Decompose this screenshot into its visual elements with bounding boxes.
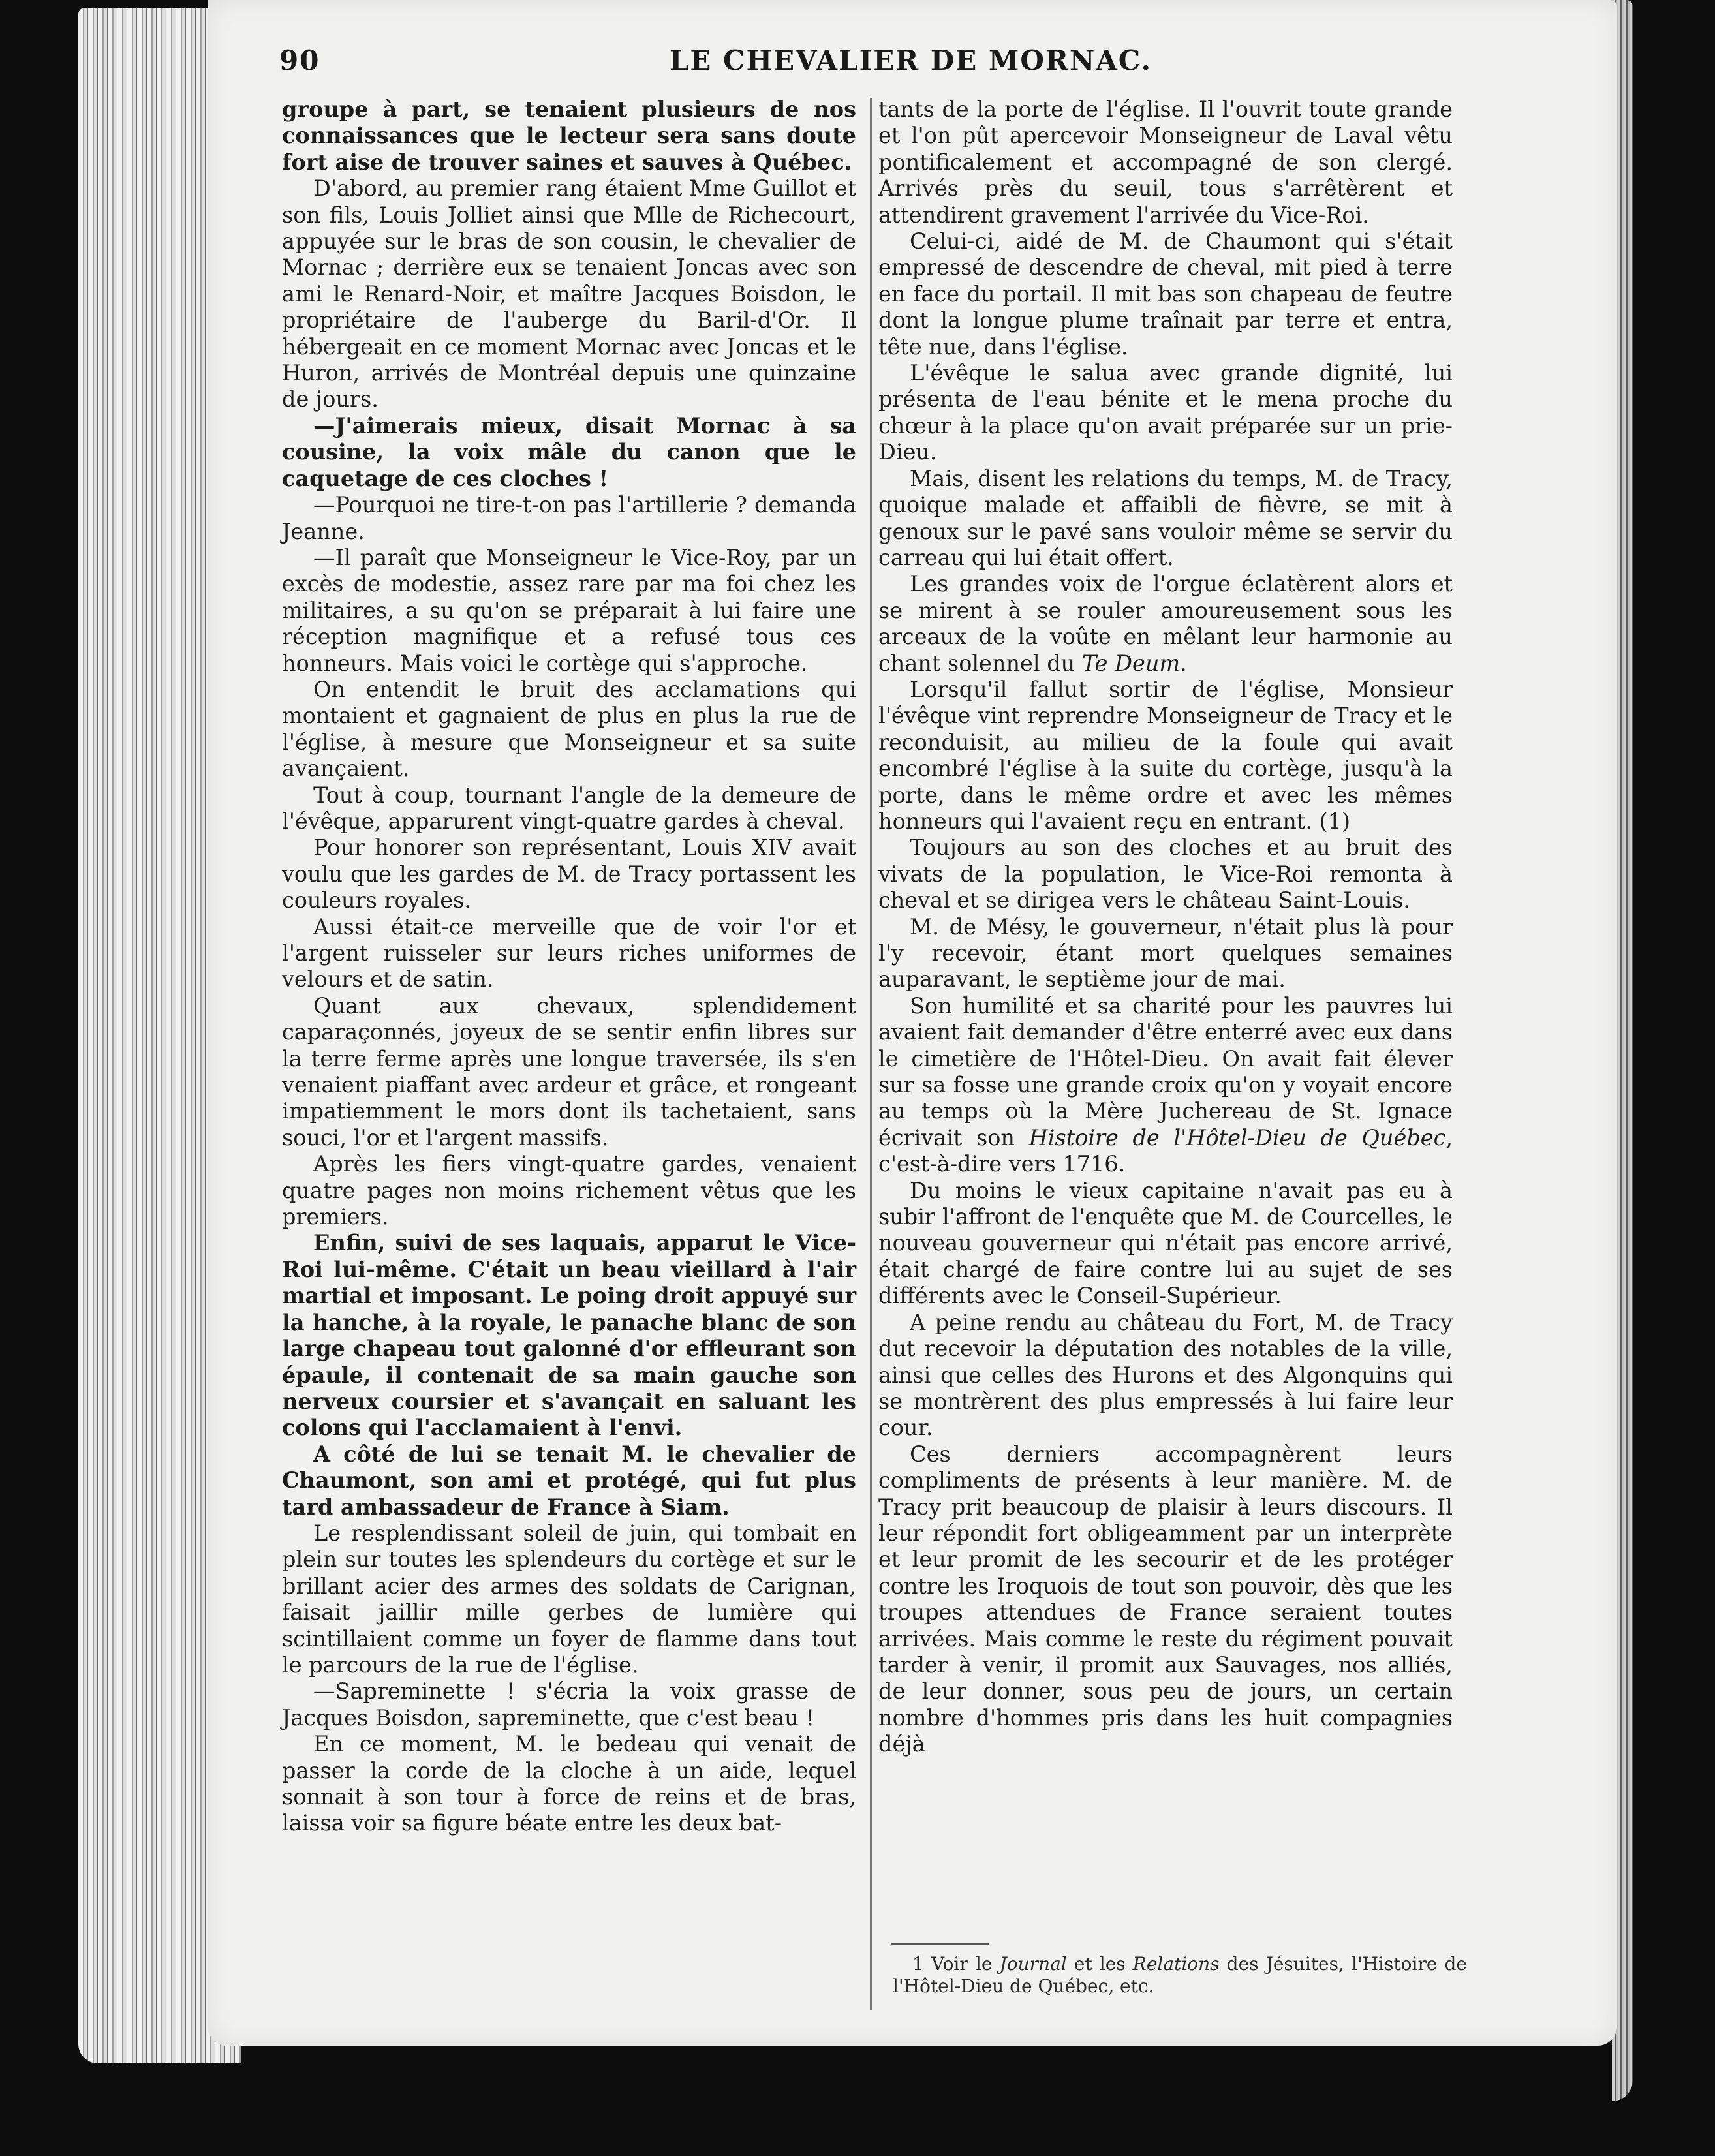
paragraph: M. de Mésy, le gouverneur, n'était plus là pour l'y recevoir, étant mort quelques semaines auparavant, le septième jour de mai.: [878, 914, 1453, 993]
footnote: [893, 1953, 1467, 1997]
footnote-journal: Journal: [999, 1953, 1067, 1975]
paragraph: En ce moment, M. le bedeau qui venait de passer la corde de la cloche à un aide, lequel sonnait à son tour à force de reins et de bras, laissa voir sa figure béate entre les deux bat-: [282, 1731, 856, 1836]
paragraph-text: Les grandes voix de l'orgue éclatèrent alors et se mirent à se rouler amoureusement sous les arceaux de la voûte en mêlant leur harmonie au chant solennel du: [878, 571, 1453, 676]
paragraph-histoire: [878, 993, 1453, 1178]
paragraph-te-deum: [878, 571, 1453, 677]
te-deum-italic: Te Deum: [1081, 650, 1181, 676]
paragraph: Ces derniers accompagnèrent leurs compliments de présents à leur manière. M. de Tracy prit beaucoup de plaisir à leurs discours. Il leur répondit fort obligeamment par un interprète et leur promit de les secourir et de les protéger contre les Iroquois de tout son pouvoir, dès que les troupes attendues de France seraient toutes arrivées. Mais comme le reste du régiment pouvait tarder à venir, il promit aux Sauvages, nos alliés, de leur donner, sous peu de jours, un certain nombre d'hommes pris dans les huit compagnies déjà: [878, 1441, 1453, 1757]
running-title: LE CHEVALIER DE MORNAC.: [669, 44, 1152, 76]
paragraph: Aussi était-ce merveille que de voir l'or et l'argent ruisseler sur leurs riches uniformes de velours et de satin.: [282, 914, 856, 993]
te-deum-tail: .: [1180, 650, 1187, 676]
paragraph: —J'aimerais mieux, disait Mornac à sa cousine, la voix mâle du canon que le caquetage de ces cloches !: [282, 412, 856, 491]
footnote-pre: 1 Voir le: [912, 1953, 1000, 1975]
paragraph: A côté de lui se tenait M. le chevalier de Chaumont, son ami et protégé, qui fut plus tard ambassadeur de France à Siam.: [282, 1441, 856, 1520]
paragraph: Lorsqu'il fallut sortir de l'église, Monsieur l'évêque vint reprendre Monseigneur de Tracy et le reconduisit, au milieu de la foule qui avait encombré l'église à la suite du cortège, jusqu'à la porte, dans le même ordre et avec les mêmes honneurs qui l'avaient reçu en entrant. (1): [878, 676, 1453, 834]
paragraph: On entendit le bruit des acclamations qui montaient et gagnaient de plus en plus la rue de l'église, à mesure que Monseigneur et sa suite avançaient.: [282, 676, 856, 782]
paragraph: Mais, disent les relations du temps, M. de Tracy, quoique malade et affaibli de fièvre, se mit à genoux sur le pavé sans vouloir même se servir du carreau qui lui était offert.: [878, 465, 1453, 570]
paragraph: Tout à coup, tournant l'angle de la demeure de l'évêque, apparurent vingt-quatre gardes à cheval.: [282, 782, 856, 834]
histoire-italic: Histoire de l'Hôtel-Dieu de Québec: [1028, 1124, 1446, 1150]
paragraph: —Il paraît que Monseigneur le Vice-Roy, par un excès de modestie, assez rare par ma foi chez les militaires, a su qu'on se préparait à lui faire une réception magnifique et a refusé tous ces honneurs. Mais voici le cortège qui s'approche.: [282, 544, 856, 676]
paragraph: —Sapreminette ! s'écria la voix grasse de Jacques Boisdon, sapreminette, que c'est beau !: [282, 1678, 856, 1731]
page-number: 90: [279, 44, 320, 76]
running-header: [279, 44, 1542, 90]
footnote-relations: Relations: [1132, 1953, 1220, 1975]
paragraph: groupe à part, se tenaient plusieurs de nos connaissances que le lecteur sera sans doute fort aise de trouver saines et sauves à Québec.: [282, 97, 856, 175]
right-column: [878, 97, 1453, 1758]
paragraph: A peine rendu au château du Fort, M. de Tracy dut recevoir la députation des notables de la ville, ainsi que celles des Hurons et des Algonquins qui se montrèrent des plus empressés à lui faire leur cour.: [878, 1309, 1453, 1441]
footnote-rule: [891, 1943, 989, 1945]
left-column: [282, 97, 856, 1837]
paragraph: —Pourquoi ne tire-t-on pas l'artillerie ? demanda Jeanne.: [282, 492, 856, 544]
paragraph: tants de la porte de l'église. Il l'ouvrit toute grande et l'on pût apercevoir Monseigneur de Laval vêtu pontificalement et accompagné de son clergé. Arrivés près du seuil, tous s'arrêtèrent et attendirent gravement l'arrivée du Vice-Roi.: [878, 97, 1453, 228]
footnote-mid: et les: [1066, 1953, 1133, 1975]
paragraph: Enfin, suivi de ses laquais, apparut le Vice-Roi lui-même. C'était un beau vieillard à l'air martial et imposant. Le poing droit appuyé sur la hanche, à la royale, le panache blanc de son large chapeau tout galonné d'or effleurant son épaule, il contenait de sa main gauche son nerveux coursier et s'avançait en saluant les colons qui l'acclamaient à l'envi.: [282, 1230, 856, 1441]
paragraph: Le resplendissant soleil de juin, qui tombait en plein sur toutes les splendeurs du cortège et sur le brillant acier des armes des soldats de Carignan, faisait jaillir mille gerbes de lumière qui scintillaient comme un foyer de flamme dans tout le parcours de la rue de l'église.: [282, 1520, 856, 1678]
histoire-tail: , c'est-à-dire vers 1716.: [878, 1124, 1453, 1177]
paragraph-text: Son humilité et sa charité pour les pauvres lui avaient fait demander d'être enterré avec eux dans le cimetière de l'Hôtel-Dieu. On avait fait élever sur sa fosse une grande croix qu'on y voyait encore au temps où la Mère Juchereau de St. Ignace écrivait son: [878, 993, 1453, 1150]
footnote-post: des Jésuites, l'Histoire de l'Hôtel-Dieu de Québec, etc.: [893, 1953, 1468, 1997]
paragraph: Celui-ci, aidé de M. de Chaumont qui s'était empressé de descendre de cheval, mit pied à terre en face du portail. Il mit bas son chapeau de feutre dont la longue plume traînait par terre et entra, tête nue, dans l'église.: [878, 228, 1453, 360]
paragraph: Pour honorer son représentant, Louis XIV avait voulu que les gardes de M. de Tracy portassent les couleurs royales.: [282, 835, 856, 914]
paragraph: Quant aux chevaux, splendidement caparaçonnés, joyeux de se sentir enfin libres sur la terre ferme après une longue traversée, ils s'en venaient piaffant avec ardeur et grâce, et rongeant impatiemment le mors dont ils tachetaient, sans souci, l'or et l'argent massifs.: [282, 993, 856, 1150]
paragraph: Après les fiers vingt-quatre gardes, venaient quatre pages non moins richement vêtus que les premiers.: [282, 1151, 856, 1230]
paragraph: D'abord, au premier rang étaient Mme Guillot et son fils, Louis Jolliet ainsi que Mlle de Richecourt, appuyée sur le bras de son cousin, le chevalier de Mornac ; derrière eux se tenaient Joncas avec son ami le Renard-Noir, et maître Jacques Boisdon, le propriétaire de l'auberge du Baril-d'Or. Il hébergeait en ce moment Mornac avec Joncas et le Huron, arrivés de Montréal depuis une quinzaine de jours.: [282, 176, 856, 412]
paragraph: Du moins le vieux capitaine n'avait pas eu à subir l'affront de l'enquête que M. de Courcelles, le nouveau gouverneur qui n'était pas encore arrivé, était chargé de faire contre lui au sujet de ses différents avec le Conseil-Supérieur.: [878, 1177, 1453, 1309]
paragraph: Toujours au son des cloches et au bruit des vivats de la population, le Vice-Roi remonta à cheval et se dirigea vers le château Saint-Louis.: [878, 835, 1453, 914]
column-divider: [870, 98, 872, 2010]
book-page: [208, 0, 1617, 2046]
paragraph: L'évêque le salua avec grande dignité, lui présenta de l'eau bénite et le mena proche du chœur à la place qu'on avait préparée sur un prie-Dieu.: [878, 360, 1453, 465]
